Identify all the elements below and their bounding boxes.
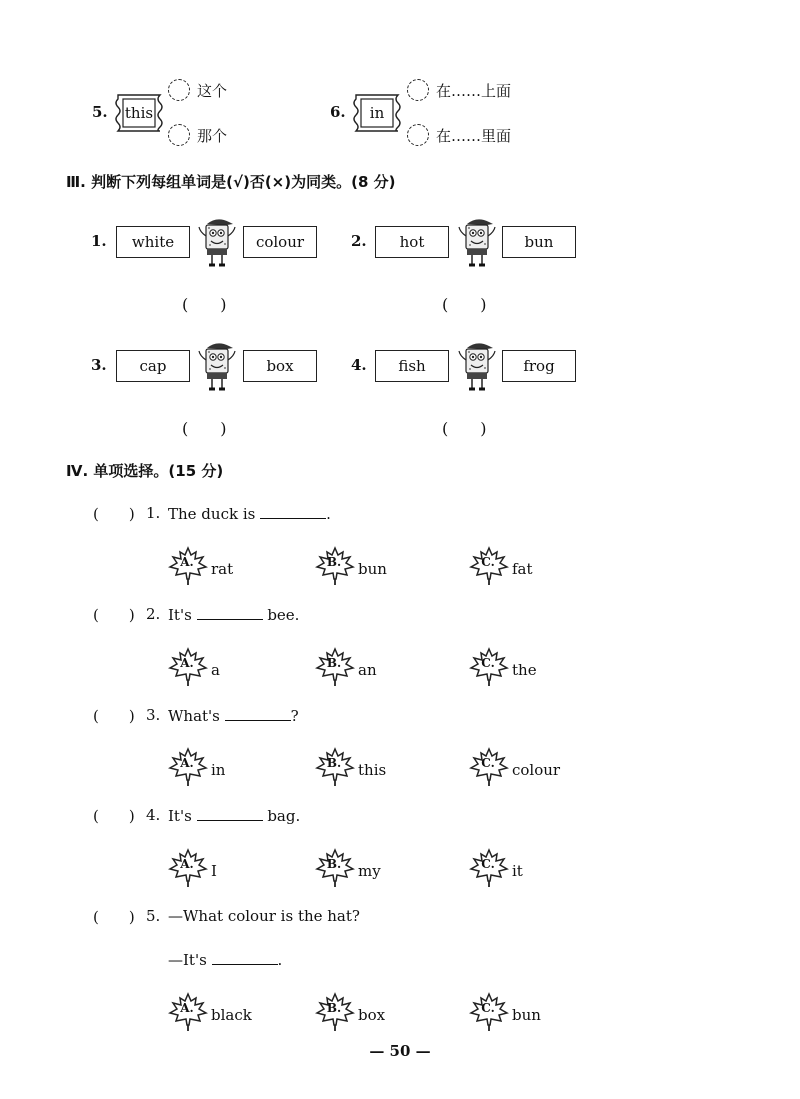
answer-blank[interactable]	[225, 706, 291, 721]
option-text: box	[358, 1006, 386, 1024]
option-text: an	[358, 661, 377, 679]
option-label: A.	[180, 656, 194, 670]
word-box-right: frog	[502, 350, 576, 382]
option-label: B.	[326, 756, 342, 770]
word-box-left: white	[116, 226, 190, 258]
pair-number: 3.	[91, 356, 107, 374]
option-text: bun	[358, 560, 387, 578]
option-label: C.	[481, 756, 495, 770]
section-3-heading: Ⅲ. 判断下列每组单词是(√)否(×)为同类。(8 分)	[66, 173, 396, 191]
option-text: 那个	[197, 127, 228, 145]
word-box-right: box	[243, 350, 317, 382]
option-text: 在……上面	[436, 82, 512, 100]
item-number: 6.	[330, 103, 346, 121]
option-text: the	[512, 661, 537, 679]
word-box	[350, 91, 404, 135]
word-box-left: fish	[375, 350, 449, 382]
option-text: it	[512, 862, 523, 880]
word-this: this	[124, 104, 154, 122]
word-box-left: hot	[375, 226, 449, 258]
option-text: colour	[512, 761, 561, 779]
option-text: fat	[512, 560, 533, 578]
option-text: this	[358, 761, 387, 779]
answer-circle[interactable]	[168, 124, 190, 146]
answer-paren[interactable]: ( )	[93, 606, 135, 624]
option-text: black	[211, 1006, 252, 1024]
option-text: 在……里面	[436, 127, 512, 145]
answer-paren[interactable]: ( )	[182, 295, 227, 314]
word-box	[112, 91, 166, 135]
option-label: A.	[180, 857, 194, 871]
option-label: A.	[180, 1001, 194, 1015]
word-box-right: colour	[243, 226, 317, 258]
question-number: 3.	[146, 706, 161, 724]
option-label: C.	[481, 857, 495, 871]
option-text: in	[211, 761, 226, 779]
answer-paren[interactable]: ( )	[93, 908, 135, 926]
answer-blank[interactable]	[212, 950, 278, 965]
option-label: C.	[481, 555, 495, 569]
option-text: bun	[512, 1006, 541, 1024]
option-text: 这个	[197, 82, 228, 100]
question-text: —What colour is the hat?	[168, 907, 360, 925]
page-number: — 50 —	[369, 1042, 431, 1060]
question-text: It's bee.	[168, 606, 300, 624]
pair-number: 2.	[351, 232, 367, 250]
word-box-right: bun	[502, 226, 576, 258]
answer-paren[interactable]: ( )	[182, 419, 227, 438]
answer-circle[interactable]	[168, 79, 190, 101]
question-number: 5.	[146, 907, 161, 925]
answer-paren[interactable]: ( )	[93, 707, 135, 725]
word-in: in	[369, 104, 385, 122]
question-number: 1.	[146, 504, 161, 522]
spongebob-icon	[457, 214, 497, 270]
spongebob-icon	[197, 214, 237, 270]
section-4-heading: Ⅳ. 单项选择。(15 分)	[66, 462, 224, 480]
option-label: B.	[326, 555, 342, 569]
option-label: B.	[326, 857, 342, 871]
answer-blank[interactable]	[197, 806, 263, 821]
answer-blank[interactable]	[260, 504, 326, 519]
answer-circle[interactable]	[407, 79, 429, 101]
answer-paren[interactable]: ( )	[442, 295, 487, 314]
spongebob-icon	[197, 338, 237, 394]
question-number: 2.	[146, 605, 161, 623]
option-text: my	[358, 862, 381, 880]
option-text: rat	[211, 560, 234, 578]
word-box-left: cap	[116, 350, 190, 382]
question-text-line2: —It's .	[168, 951, 283, 969]
answer-paren[interactable]: ( )	[93, 505, 135, 523]
answer-blank[interactable]	[197, 605, 263, 620]
option-label: A.	[180, 555, 194, 569]
option-text: a	[211, 661, 220, 679]
question-text: It's bag.	[168, 807, 301, 825]
option-text: I	[211, 862, 217, 880]
answer-circle[interactable]	[407, 124, 429, 146]
spongebob-icon	[457, 338, 497, 394]
option-label: B.	[326, 1001, 342, 1015]
pair-number: 4.	[351, 356, 367, 374]
option-label: A.	[180, 756, 194, 770]
question-text: What's ?	[168, 707, 299, 725]
item-number: 5.	[92, 103, 108, 121]
question-text: The duck is .	[168, 505, 331, 523]
answer-paren[interactable]: ( )	[93, 807, 135, 825]
answer-paren[interactable]: ( )	[442, 419, 487, 438]
pair-number: 1.	[91, 232, 107, 250]
option-label: C.	[481, 1001, 495, 1015]
question-number: 4.	[146, 806, 161, 824]
option-label: B.	[326, 656, 342, 670]
option-label: C.	[481, 656, 495, 670]
